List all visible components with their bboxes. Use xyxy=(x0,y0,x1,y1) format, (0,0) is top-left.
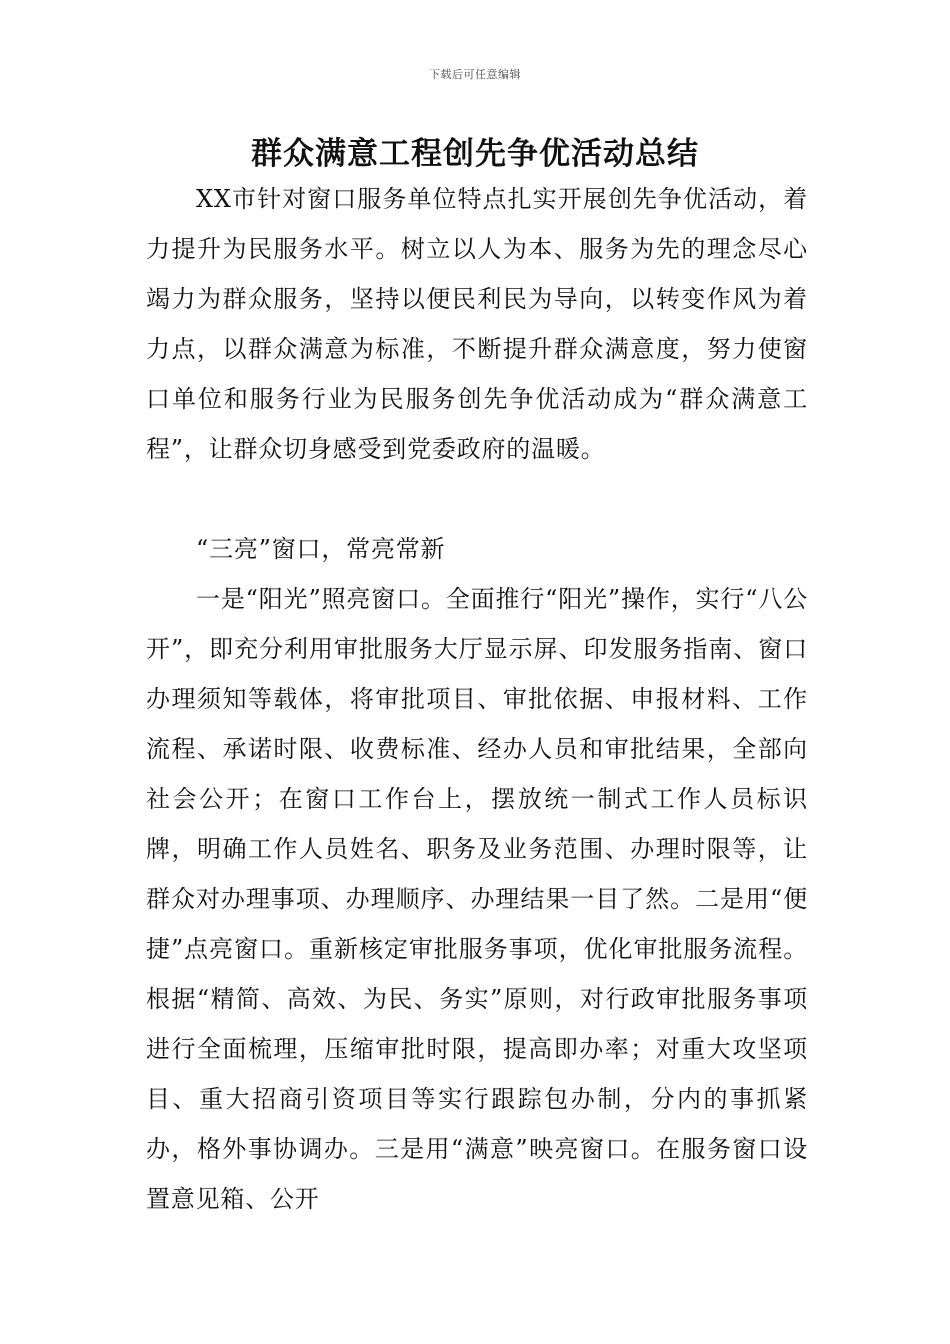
document-title: 群众满意工程创先争优活动总结 xyxy=(251,136,699,172)
intro-paragraph: XX市针对窗口服务单位特点扎实开展创先争优活动，着力提升为民服务水平。树立以人为本、服务为先的理念尽心竭力为群众服务，坚持以便民利民为导向，以转变作风为着力点，以群众满意为标准，不断提升群众满意度，努力使窗口单位和服务行业为民服务创先争优活动成为“群众满意工程”，让群众切身感受到党委政府的温暖。 xyxy=(146,185,808,463)
section-body-paragraph: 一是“阳光”照亮窗口。全面推行“阳光”操作，实行“八公开”，即充分利用审批服务大厅显示屏、印发服务指南、窗口办理须知等载体，将审批项目、审批依据、申报材料、工作流程、承诺时限、收费标准、经办人员和审批结果，全部向社会公开；在窗口工作台上，摆放统一制式工作人员标识牌，明确工作人员姓名、职务及业务范围、办理时限等，让群众对办理事项、办理顺序、办理结果一目了然。二是用“便捷”点亮窗口。重新核定审批服务事项，优化审批服务流程。根据“精简、高效、为民、务实”原则，对行政审批服务事项进行全面梳理，压缩审批时限，提高即办率；对重大攻坚项目、重大招商引资项目等实行跟踪包办制，分内的事抓紧办，格外事协调办。三是用“满意”映亮窗口。在服务窗口设置意见箱、公开 xyxy=(146,585,808,1213)
header-note: 下载后可任意编辑 xyxy=(429,68,521,81)
section-heading: “三亮”窗口，常亮常新 xyxy=(196,535,446,563)
